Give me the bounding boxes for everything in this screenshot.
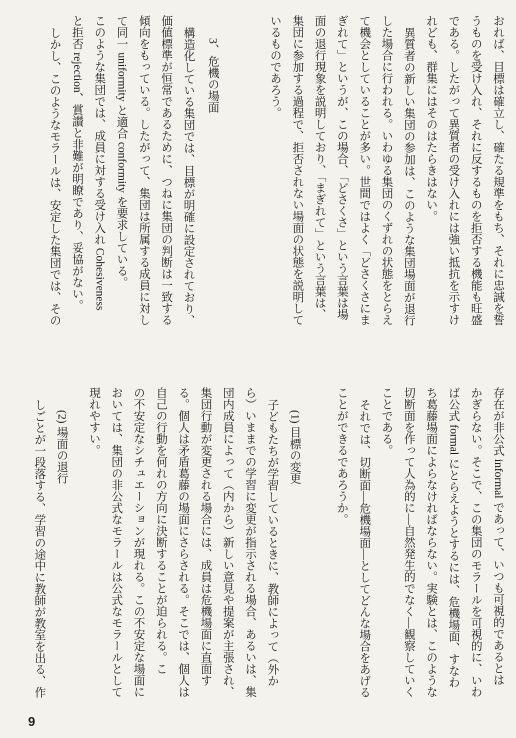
- text-column: した場合に行われる。いわゆる集団のくずれの状態をとらえ: [380, 15, 393, 326]
- lower-text-block: [28, 387, 509, 719]
- text-column: ら）いままでの学習に変更が指示される場合、あるいは、集: [244, 387, 257, 698]
- text-column: 集団に参加する過程で、拒否されない場面の状態を説明して: [291, 15, 304, 326]
- text-column: 団内成員によって（内から）新しい意見や提案が主張され、: [221, 387, 234, 698]
- text-column: る。個人は矛盾葛藤の場面にさらされる。そこでは、個人は: [177, 387, 190, 698]
- subsection-heading: (2) 場面の退行: [55, 410, 68, 484]
- text-column: おいては、集団の非公式なモラールは公式なモラールとして: [110, 387, 123, 698]
- text-column: しごとが一段落する、学習の途中に教師が教室を出る、作: [33, 398, 46, 698]
- text-column: である。したがって異質者の受け入れには強い抵抗を示すけ: [447, 15, 460, 326]
- text-column: ち葛藤場面によらなければならない。実験とは、このような: [425, 387, 438, 698]
- text-column: 構造化している集団では、目標が明確に設定されており、: [182, 26, 195, 326]
- text-column: 集団行動が変更される場合には、成員は危機場面に直面す: [199, 387, 212, 686]
- text-column: かぎらない。そこで、この集団のモラールを可視的に、いわ: [469, 387, 482, 698]
- text-column: ば公式 formal にとらえようとするには、危機場面、すなわ: [447, 387, 460, 688]
- text-column: 子どもたちが学習しているときに、教師によって（外か: [266, 398, 279, 686]
- text-column: れども、群集にはそのはたらきはない。: [425, 15, 438, 222]
- text-column: ことである。: [380, 387, 393, 456]
- text-column: いるものであろう。: [269, 15, 282, 119]
- upper-text-block: [43, 15, 509, 347]
- text-column: 価値標準が恒常であるために、つねに集団の判断は一致する: [160, 15, 173, 326]
- text-column: て機会としていることが多い。世間ではよく「どさくさにま: [358, 15, 371, 326]
- text-column: しかし、このようなモラールは、安定した集団では、その: [48, 26, 61, 326]
- text-column: の不安定なシチュエーションが現れる。この不安定な場面に: [132, 387, 145, 698]
- text-column: て同一 uniformity と適合 conformity を要求している。: [115, 15, 128, 288]
- page-number: 9: [28, 714, 36, 729]
- text-column: おれば、目標は確立し、確たる規準をもち、それに忠誠を誓: [492, 15, 504, 326]
- text-column: 面の退行現象を説明しており、「まぎれて」という言葉は、: [313, 15, 326, 320]
- text-column: と拒否 rejection、賞讃と非難が明瞭であり、妥協がない。: [70, 15, 83, 312]
- text-column: 切断面を作って人為的に—自然発生的でなく—観察していく: [402, 387, 415, 698]
- text-column: 異質者の新しい集団の参加は、このような集団場面が退行: [402, 26, 415, 326]
- text-column: 現れやすい。: [87, 387, 100, 456]
- text-column: ことができるであろうか。: [335, 387, 348, 525]
- text-column: 存在が非公式 informal であって、いつも可視的であるとは: [492, 387, 504, 686]
- text-column: ぎれて」というが、この場合、「どさくさ」という言葉は場: [335, 15, 348, 320]
- text-column: それでは、切断面—危機場面—としてどんな場合をあげる: [358, 398, 371, 698]
- subsection-heading: (1) 目標の変更: [288, 410, 301, 484]
- section-heading: 3、危機の場面: [206, 38, 219, 113]
- text-column: 自己の行動を何れの方向に決断することが迫られる。こ: [154, 387, 167, 675]
- text-column: このような集団では、成員に対する受け入れ Cohesiveness: [93, 15, 106, 311]
- text-column: 傾向をもっている。したがって、集団は所属する成員に対し: [137, 15, 150, 326]
- text-column: うものを受け入れ、それに反するものを拒否する機能も旺盛: [469, 15, 482, 326]
